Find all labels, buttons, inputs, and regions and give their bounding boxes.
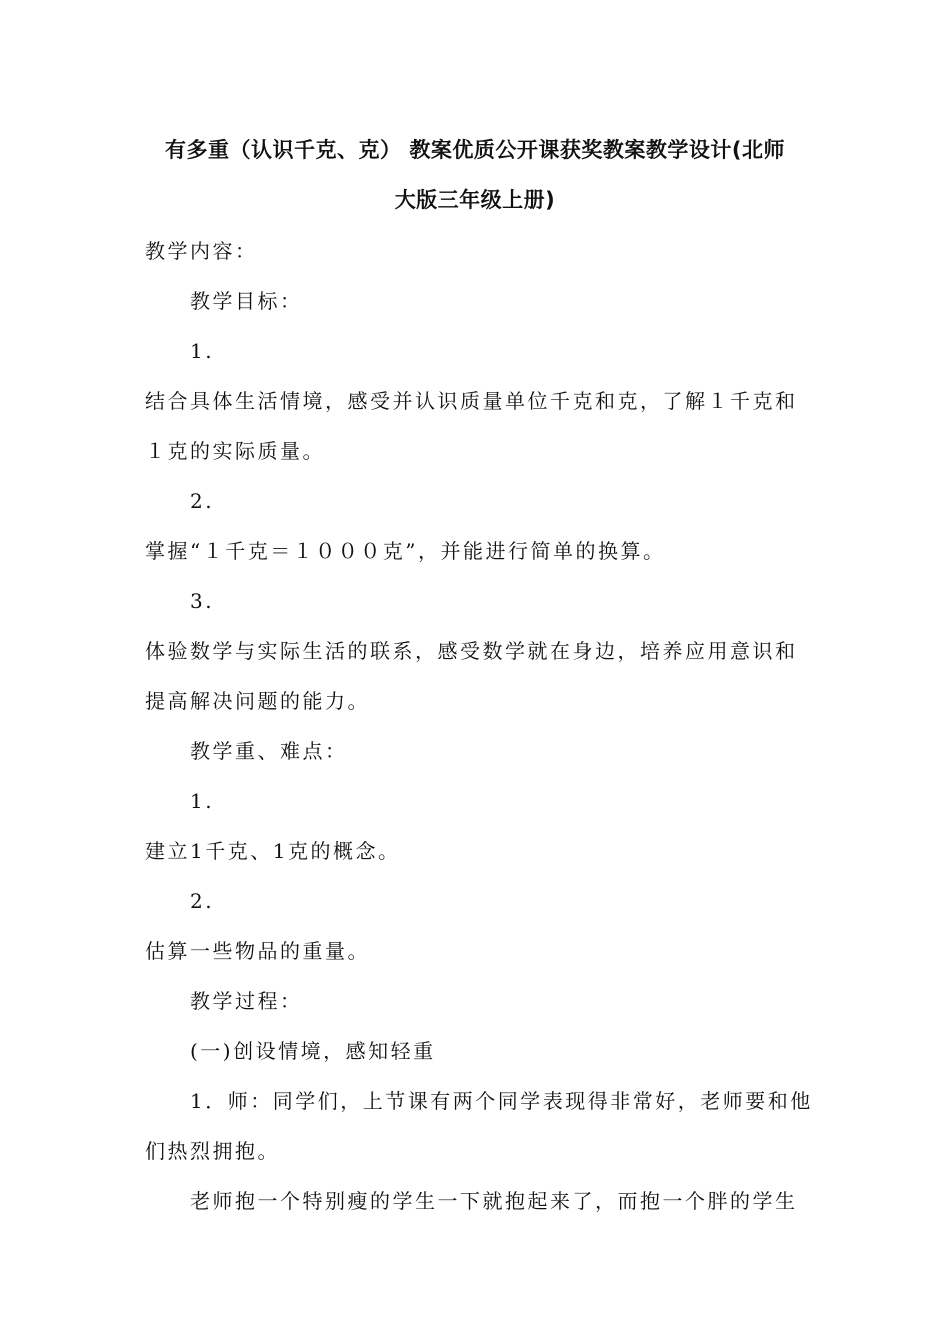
paragraph-line: １克的实际质量。 <box>145 439 325 463</box>
section-heading-key-points: 教学重、难点： <box>190 739 348 763</box>
section-heading-content: 教学内容： <box>145 239 258 263</box>
document-title-line-2: 大版三年级上册) <box>394 188 556 212</box>
list-number: 1. <box>190 789 215 813</box>
list-number: 3. <box>190 589 215 613</box>
subsection-heading: (一)创设情境，感知轻重 <box>190 1039 436 1063</box>
list-number: 2. <box>190 889 215 913</box>
paragraph-line: 估算一些物品的重量。 <box>145 939 370 963</box>
paragraph-line: 掌握“１千克＝１０００克”，并能进行简单的换算。 <box>145 539 666 563</box>
paragraph-line: 建立1千克、1克的概念。 <box>145 839 401 863</box>
paragraph-line: 体验数学与实际生活的联系，感受数学就在身边，培养应用意识和 <box>145 639 798 663</box>
section-heading-process: 教学过程： <box>190 989 303 1013</box>
paragraph-line: 提高解决问题的能力。 <box>145 689 370 713</box>
section-heading-objectives: 教学目标： <box>190 289 303 313</box>
paragraph-line: 1．师：同学们，上节课有两个同学表现得非常好，老师要和他 <box>190 1089 813 1113</box>
paragraph-line: 们热烈拥抱。 <box>145 1139 280 1163</box>
document-title-line-1: 有多重（认识千克、克） 教案优质公开课获奖教案教学设计(北师 <box>165 138 785 162</box>
list-number: 1. <box>190 339 215 363</box>
list-number: 2. <box>190 489 215 513</box>
paragraph-line: 结合具体生活情境，感受并认识质量单位千克和克，了解１千克和 <box>145 389 798 413</box>
paragraph-line: 老师抱一个特别瘦的学生一下就抱起来了，而抱一个胖的学生 <box>190 1189 798 1213</box>
